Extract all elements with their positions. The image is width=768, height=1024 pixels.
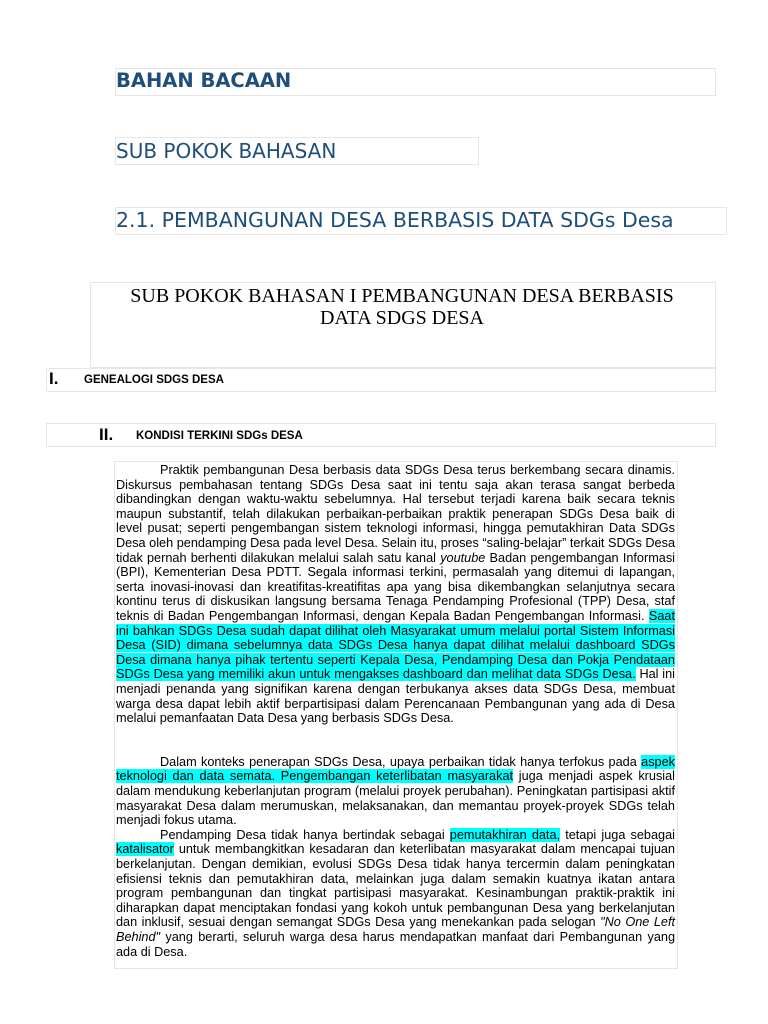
heading-sub-pokok-bahasan: SUB POKOK BAHASAN (116, 139, 337, 163)
p3-text-c: tetapi juga sebagai (565, 827, 675, 842)
page-title (90, 285, 714, 329)
p1-youtube: youtube (440, 550, 486, 565)
p3-text-g: yang berarti, seluruh warga desa harus mendapatkan manfaat dari Pembangunan yang ada di Desa. (116, 930, 676, 959)
section2-number: II. (99, 425, 114, 444)
p1-text-a: Praktik pembangunan Desa berbasis data SDGs Desa terus berkembang secara dinamis. Diskursus pembahasan tentang SDGs Desa saat ini tentu saja akan terasa sangat berbeda dibandingkan dengan waktu-waktu sebelumnya. Hal tersebut terjadi karena baik secara teknis maupun substantif, telah dilakukan perbaikan-perbaikan praktik penerapan SDGs Desa baik di level pusat; seperti pengembangan sistem teknologi informasi, hingga pemutakhiran Data SDGs Desa oleh pendamping Desa pada level Desa. Selain itu, proses “saling-belajar” terkait SDGs Desa tidak pernah berhenti dilakukan melalui salah satu kanal (116, 463, 675, 565)
p1-text-c: Badan pengembangan Informasi (BPI), Kementerian Desa PDTT. Segala informasi terkini, permasalah yang ditemui di lapangan, serta inovasi-inovasi dan kreatifitas-kreatifitas apa yang bisa dikembangkan selanjutnya secara kontinu terus di diskusikan langsung bersama Tenaga Pendamping Profesional (TPP) Desa, staf teknis di Badan Pengembangan Informasi, dengan Kepala Badan Pengembangan Informasi. (116, 550, 675, 623)
section1-label: GENEALOGI SDGS DESA (84, 374, 224, 386)
section1-number: I. (49, 369, 59, 388)
body-text (116, 463, 675, 959)
p3-highlight-1: pemutakhiran data, (449, 827, 561, 842)
p2-text-a: Dalam konteks penerapan SDGs Desa, upaya perbaikan tidak hanya terfokus pada (160, 754, 637, 769)
p3-text-a: Pendamping Desa tidak hanya bertindak sebagai (160, 827, 445, 842)
p2-text-c: juga menjadi aspek krusial dalam mendukung keberlanjutan program (melalui proyek perubahan). Peningkatan partisipasi aktif masyarakat Desa dalam merumuskan, melaksanakan, dan memantau proyek-proyek SDGs telah menjadi fokus utama. (116, 769, 675, 828)
heading-bahan-bacaan: BAHAN BACAAN (116, 69, 292, 92)
p3-text-e: untuk membangkitkan kesadaran dan keterlibatan masyarakat dalam mencapai tujuan berkelanjutan. Dengan demikian, evolusi SDGs Desa tidak hanya tercermin dalam peningkatan efisiensi teknis dan pemutakhiran data, melainkan juga dalam semakin kuatnya ikatan antara program pembangunan dan tingkat partisipasi masyarakat. Kesinambungan praktik-praktik ini diharapkan dapat menciptakan fondasi yang kokoh untuk pembangunan Desa yang berkelanjutan dan inklusif, sesuai dengan semangat SDGs Desa yang menekankan pada selogan (116, 842, 675, 930)
page-title-line1: SUB POKOK BAHASAN I PEMBANGUNAN DESA BERBASIS (130, 285, 674, 307)
p3-highlight-2: katalisator (116, 842, 174, 857)
p2-highlight: aspek teknologi dan data semata. Pengembangan keterlibatan masyarakat (116, 754, 675, 784)
heading-pembangunan-desa: 2.1. PEMBANGUNAN DESA BERBASIS DATA SDGs Desa (116, 208, 674, 232)
p1-text-e: Hal ini menjadi penanda yang signifikan karena dengan terbukanya akses data SDGs Desa, membuat warga desa dapat lebih aktif berpartisipasi dalam Perencanaan Pembangunan yang ada di Desa melalui pemanfaatan Data Desa yang berbasis SDGs Desa. (116, 667, 675, 726)
section2-label: KONDISI TERKINI SDGs DESA (136, 430, 303, 442)
p1-highlight: Saat ini bahkan SDGs Desa sudah dapat dilihat oleh Masyarakat umum melalui portal Sistem Informasi Desa (SID) dimana sebelumnya data SDGs Desa hanya dapat dilihat melalui dashboard SDGs Desa dimana hanya pihak tertentu seperti Kepala Desa, Pendamping Desa dan Pokja Pendataan SDGs Desa yang memiliki akun untuk mengakses dashboard dan melihat data SDGs Desa. (116, 608, 676, 682)
p3-slogan: "No One Left Behind" (116, 915, 675, 944)
page-title-line2: DATA SDGS DESA (320, 307, 484, 329)
